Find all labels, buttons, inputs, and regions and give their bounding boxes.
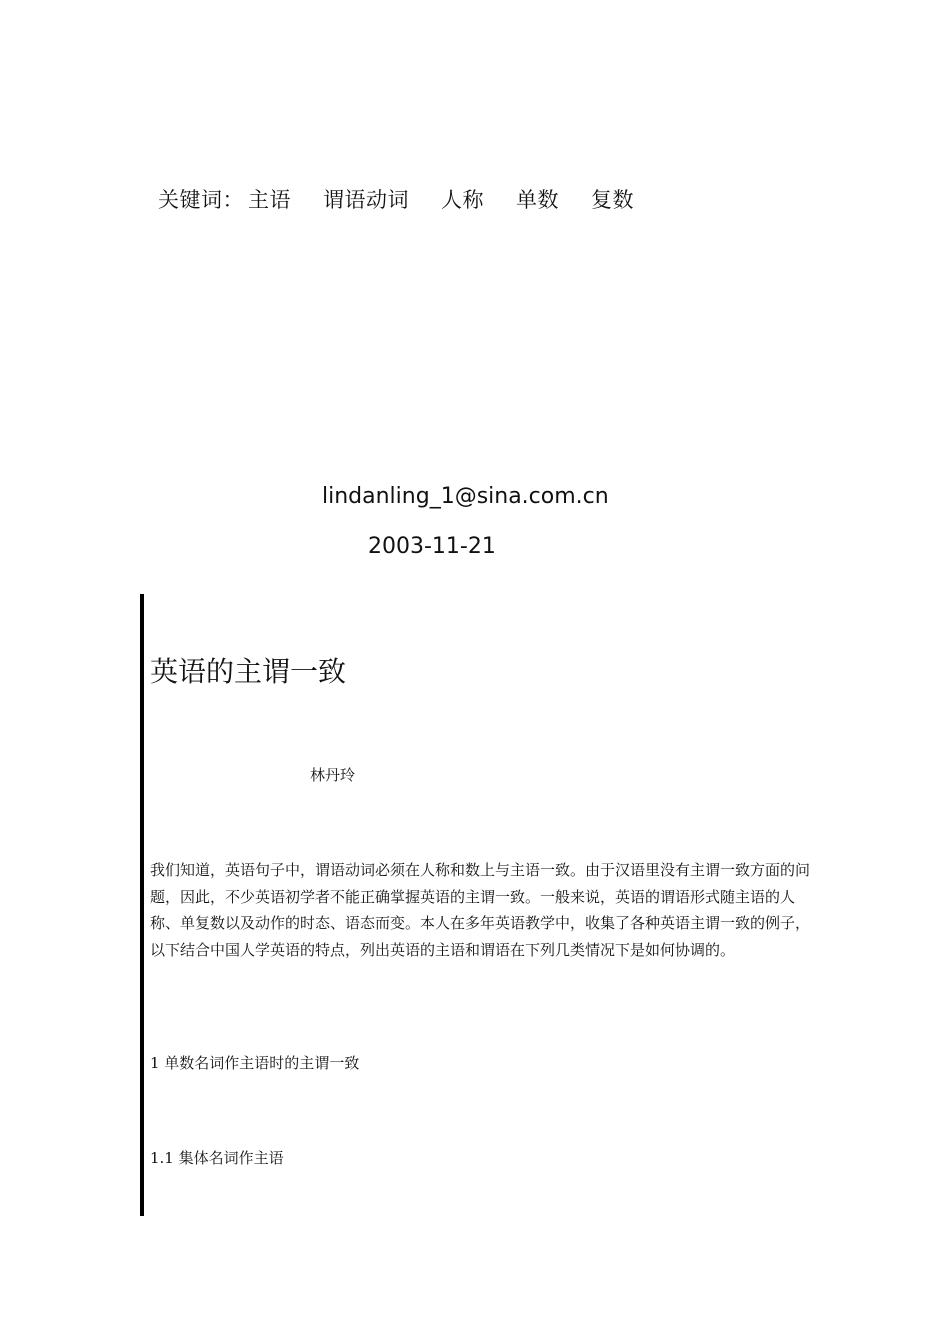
- keyword-item: 人称: [441, 188, 484, 212]
- keyword-item: 主语: [248, 188, 291, 212]
- keywords-line: [158, 184, 666, 214]
- keyword-item: 谓语动词: [323, 188, 409, 212]
- keywords-label: 关键词：: [158, 188, 244, 212]
- margin-change-bar: [140, 594, 144, 1216]
- keyword-item: 单数: [516, 188, 559, 212]
- publish-date: 2003-11-21: [368, 534, 496, 559]
- author-email: lindanling_1@sina.com.cn: [322, 484, 609, 509]
- intro-paragraph: 我们知道，英语句子中，谓语动词必须在人称和数上与主语一致。由于汉语里没有主谓一致方面的问题，因此，不少英语初学者不能正确掌握英语的主谓一致。一般来说，英语的谓语形式随主语的人称、单复数以及动作的时态、语态而变。本人在多年英语教学中，收集了各种英语主谓一致的例子，以下结合中国人学英语的特点，列出英语的主语和谓语在下列几类情况下是如何协调的。: [150, 861, 811, 959]
- author-name: 林丹玲: [310, 766, 356, 784]
- section-heading-1: 1 单数名词作主语时的主谓一致: [150, 1054, 360, 1072]
- article-title: 英语的主谓一致: [150, 655, 347, 688]
- keyword-item: 复数: [591, 188, 634, 212]
- section-heading-1-1: 1.1 集体名词作主语: [150, 1149, 284, 1167]
